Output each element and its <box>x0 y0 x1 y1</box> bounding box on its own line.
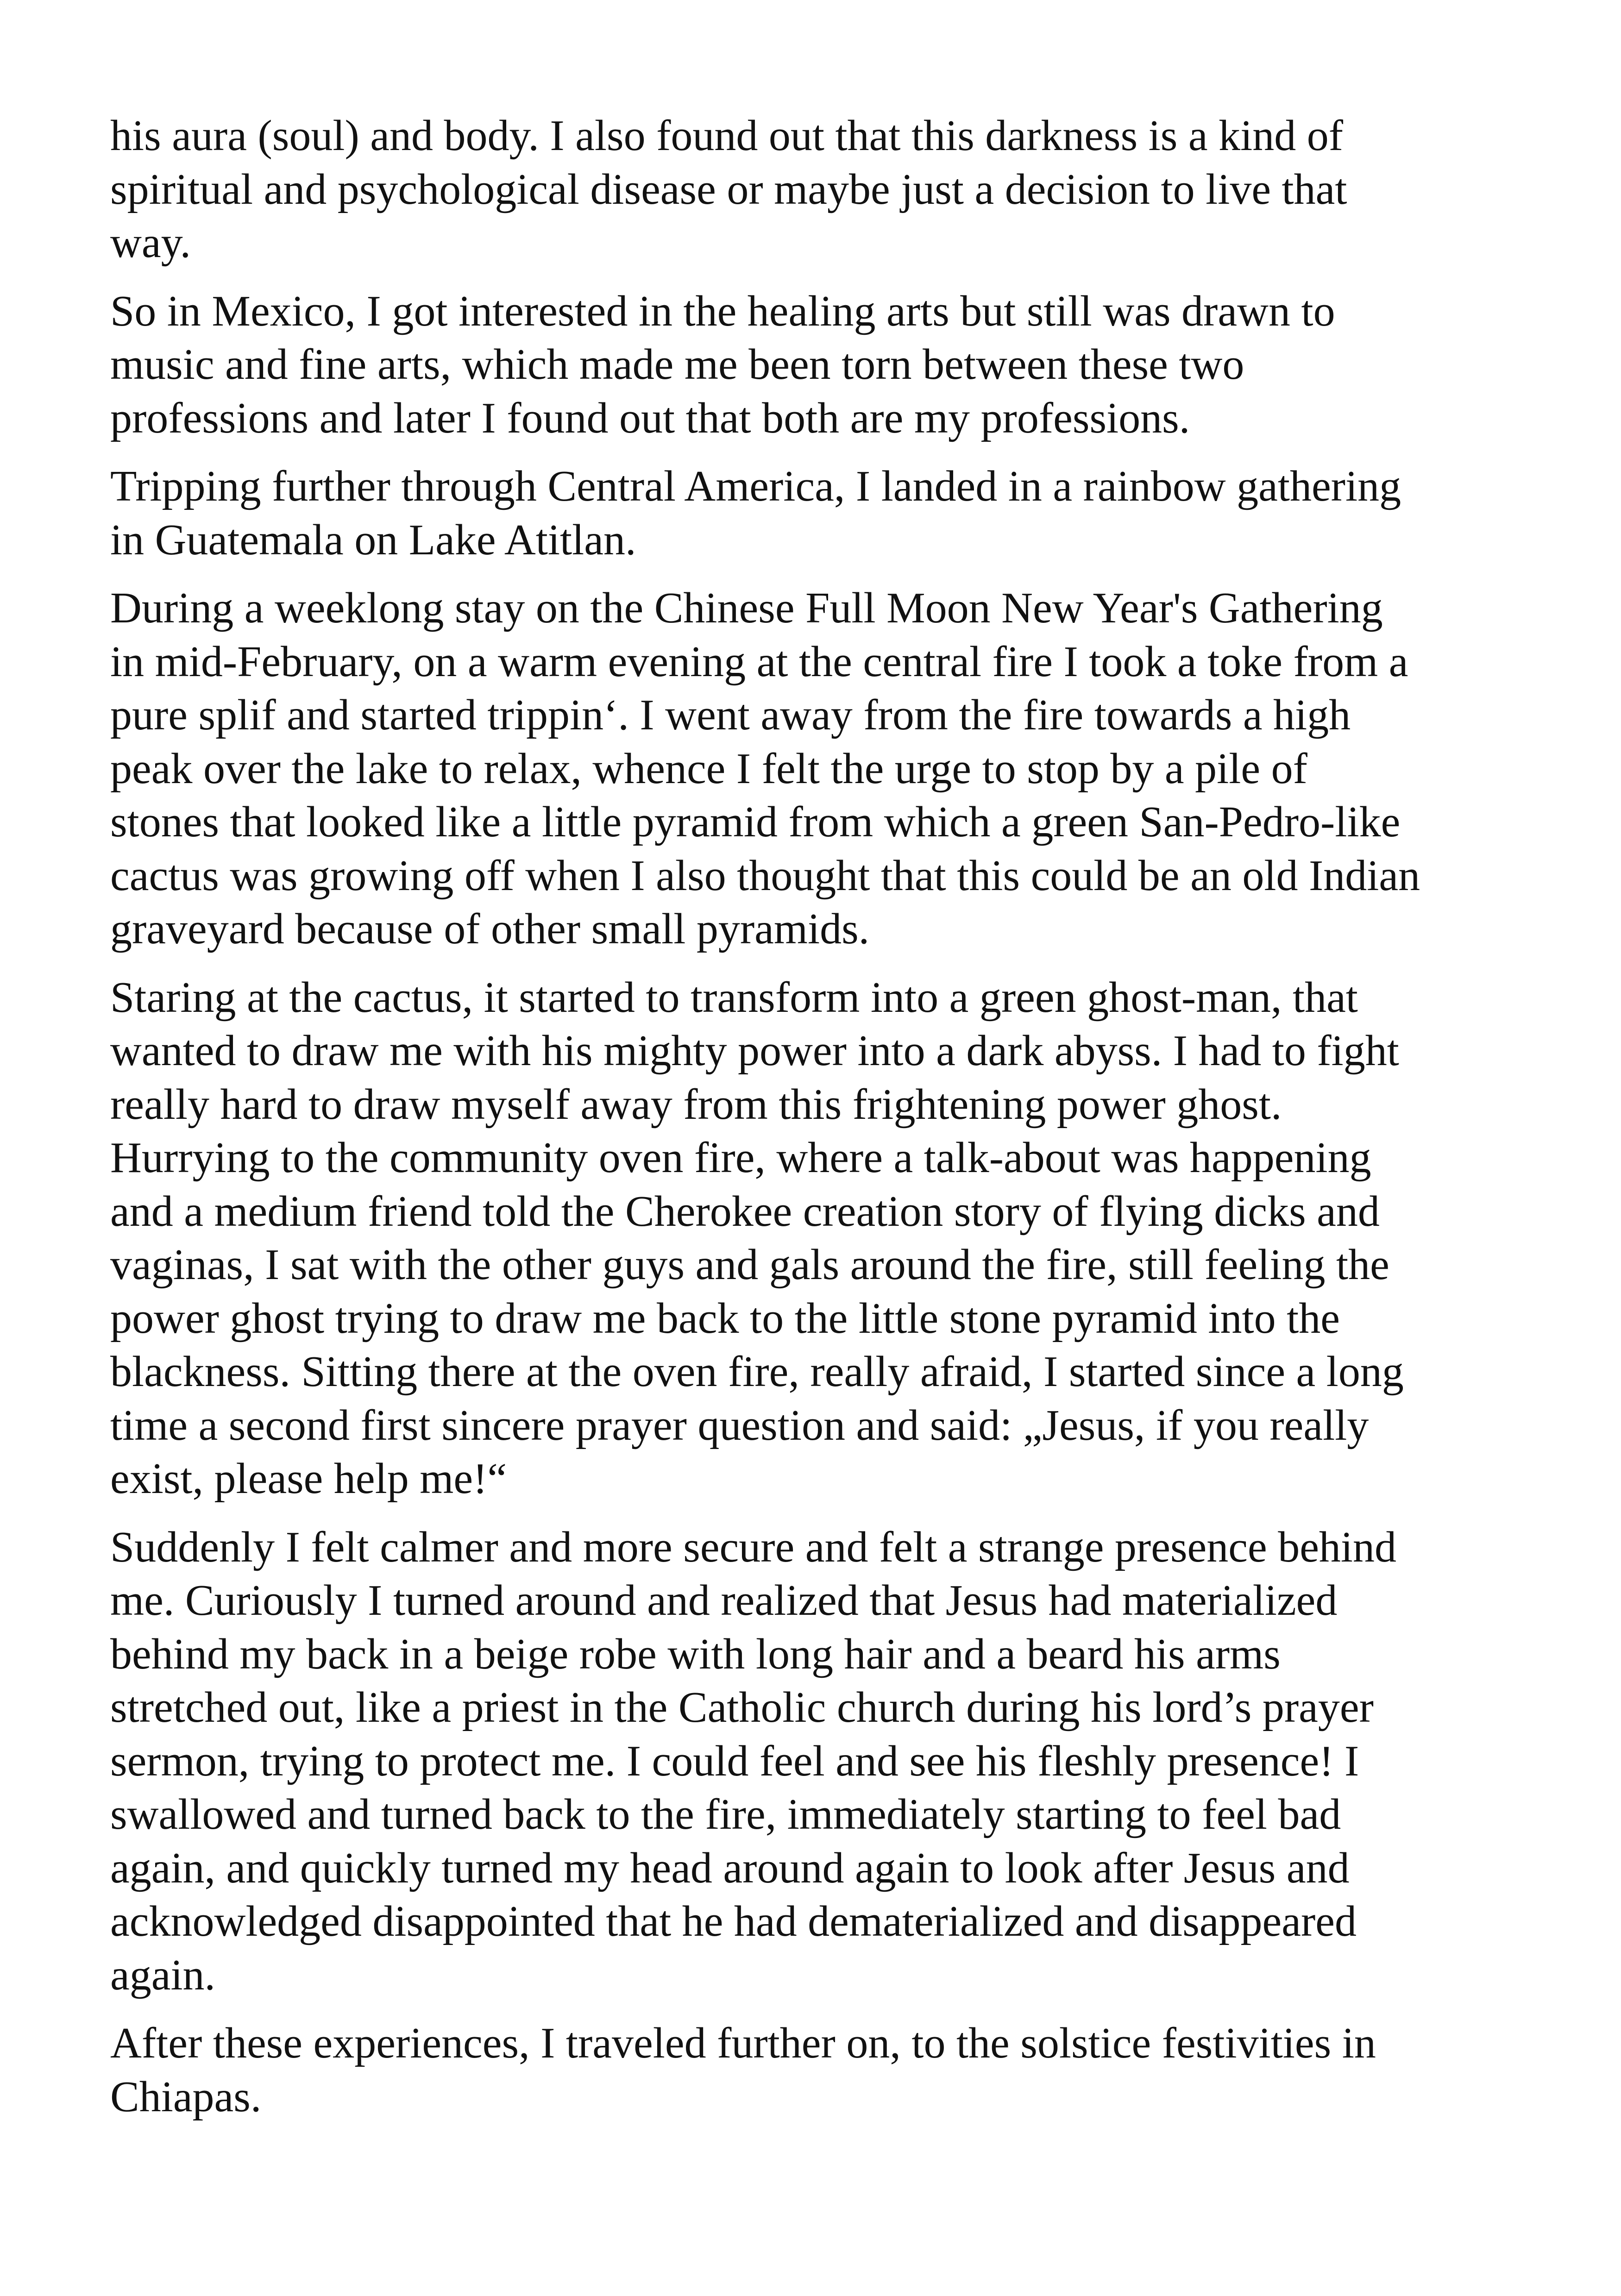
paragraph-central-america: Tripping further through Central America, I landed in a rainbow gathering in Guatemala on Lake Atitlan. <box>110 462 1401 564</box>
paragraph-gathering: During a weeklong stay on the Chinese Full Moon New Year's Gathering in mid-February, on a warm evening at the central fire I took a toke from a pure splif and started trippin‘. I went away from the fire towards a high peak over the lake to relax, whence I felt the urge to stop by a pile of stones that looked like a little pyramid from which a green San-Pedro-like cactus was growing off when I also thought that this could be an old Indian graveyard because of other small pyramids. <box>110 584 1420 953</box>
paragraph-ghost: Staring at the cactus, it started to transform into a green ghost-man, that wanted to draw me with his mighty power into a dark abyss. I had to fight really hard to draw myself away from this frightening power ghost. Hurrying to the community oven fire, where a talk-about was happening and a medium friend told the Cherokee creation story of flying dicks and vaginas, I sat with the other guys and gals around the fire, still feeling the power ghost trying to draw me back to the little stone pyramid into the blackness. Sitting there at the oven fire, really afraid, I started since a long time a second first sincere prayer question and said: „Jesus, if you really exist, please help me!“ <box>110 973 1404 1503</box>
paragraph-aura: his aura (soul) and body. I also found out that this darkness is a kind of spiritual and psychological disease or maybe just a decision to live that way. <box>110 112 1347 267</box>
paragraph-jesus: Suddenly I felt calmer and more secure and felt a strange presence behind me. Curiously I turned around and realized that Jesus had materialized behind my back in a beige robe with long hair and a beard his arms stretched out, like a priest in the Catholic church during his lord’s prayer sermon, trying to protect me. I could feel and see his fleshly presence! I swallowed and turned back to the fire, immediately starting to feel bad again, and quickly turned my head around again to look after Jesus and acknowledged disappointed that he had dematerialized and disappeared again. <box>110 1523 1397 1999</box>
paragraph-chiapas: After these experiences, I traveled further on, to the solstice festivities in Chiapas. <box>110 2019 1376 2121</box>
document-page <box>110 109 1537 2139</box>
paragraph-mexico: So in Mexico, I got interested in the healing arts but still was drawn to music and fine arts, which made me been torn between these two professions and later I found out that both are my professions. <box>110 287 1335 442</box>
